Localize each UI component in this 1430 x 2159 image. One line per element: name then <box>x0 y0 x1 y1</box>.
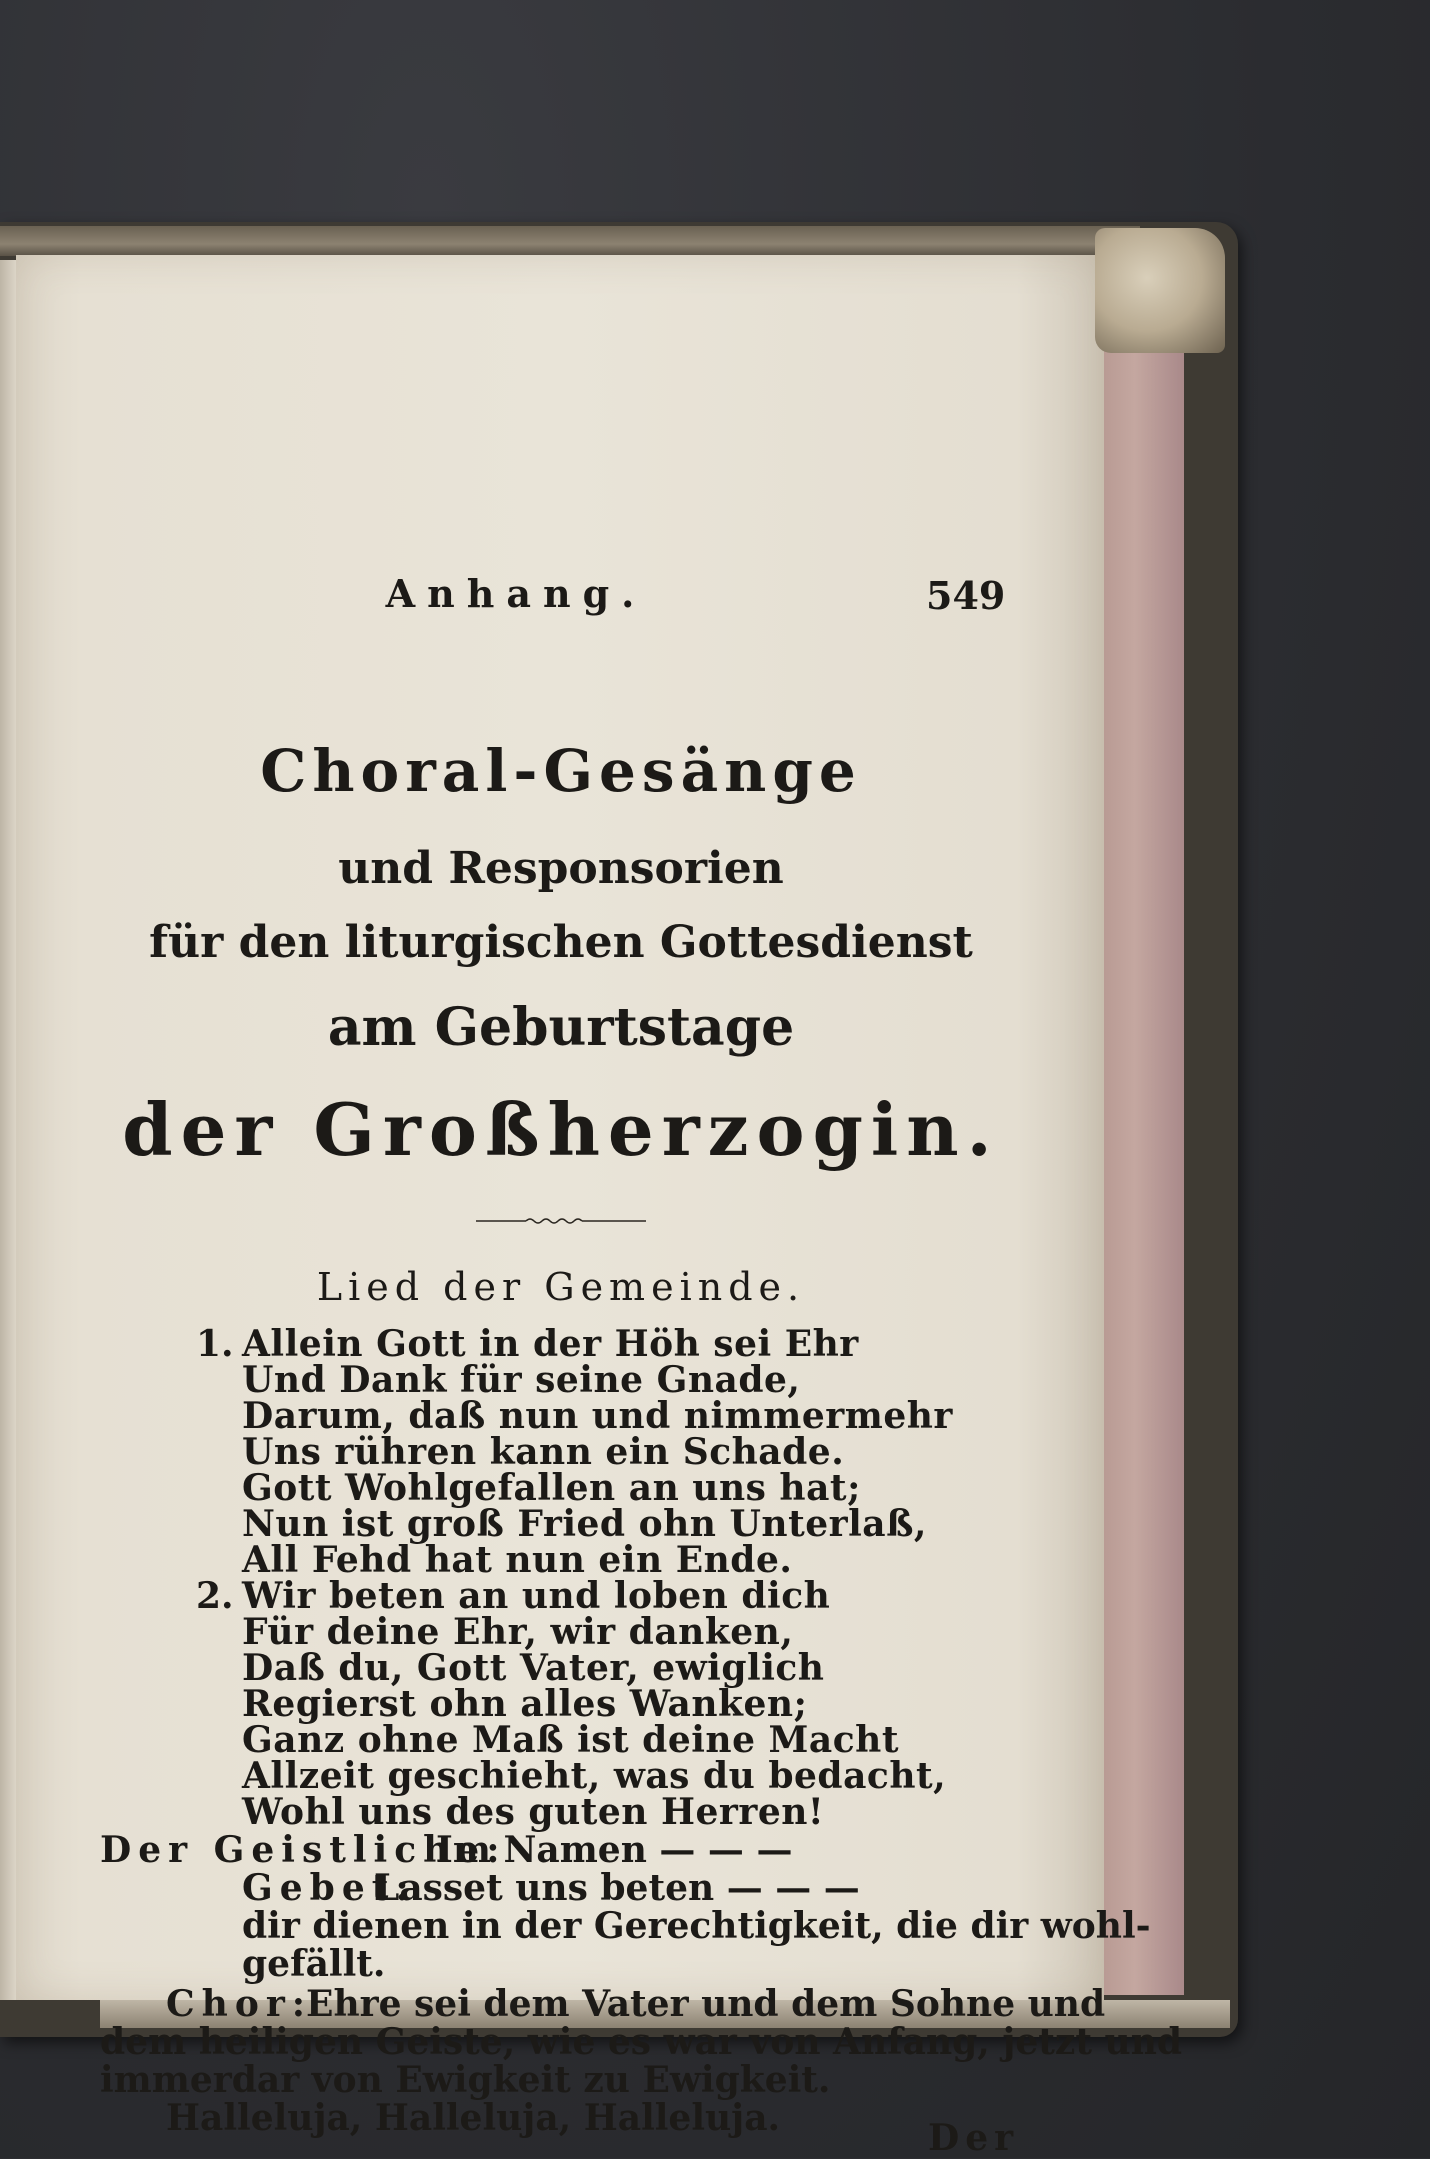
verse-line: Für deine Ehr, wir danken, <box>242 1611 794 1653</box>
chor-text: dem heiligen Geiste, wie es war von Anfang, jetzt und <box>100 2021 1183 2063</box>
verse-line: Regierst ohn alles Wanken; <box>242 1683 808 1725</box>
facing-page-edge <box>0 260 16 2000</box>
title-subtitle-1: und Responsorien <box>338 843 784 894</box>
divider-ornament <box>476 1217 646 1225</box>
geistliche-text: Im Namen — — — <box>436 1829 793 1871</box>
verse-line: Wir beten an und loben dich <box>242 1575 831 1617</box>
halleluja-line: Halleluja, Halleluja, Halleluja. <box>166 2097 781 2139</box>
gebet-continuation: dir dienen in der Gerechtigkeit, die dir wohl- <box>242 1905 1151 1947</box>
song-heading: Lied der Gemeinde. <box>316 1265 806 1309</box>
cover-top-edge <box>0 226 1140 256</box>
verse-line: Daß du, Gott Vater, ewiglich <box>242 1647 825 1689</box>
gebet-text: Lasset uns beten — — — <box>374 1867 860 1909</box>
verse-line: Uns rühren kann ein Schade. <box>242 1431 845 1473</box>
verse-line: Allzeit geschieht, was du bedacht, <box>242 1755 947 1797</box>
gebet-continuation: gefällt. <box>242 1943 386 1985</box>
speaker-geistliche: Der Geistliche: <box>100 1829 507 1871</box>
verse-number: 1. <box>196 1323 234 1365</box>
damaged-corner <box>1095 228 1225 353</box>
verse-line: Wohl uns des guten Herren! <box>242 1791 825 1833</box>
title-large: der Großherzogin. <box>122 1087 1000 1172</box>
verse-line: Ganz ohne Maß ist deine Macht <box>242 1719 899 1761</box>
title-subtitle-3: am Geburtstage <box>327 997 795 1058</box>
verse-line: Gott Wohlgefallen an uns hat; <box>242 1467 861 1509</box>
verse-line: All Fehd hat nun ein Ende. <box>242 1539 793 1581</box>
verse-line: Darum, daß nun und nimmermehr <box>242 1395 953 1437</box>
title-main: Choral-Gesänge <box>260 737 862 805</box>
speaker-gebet: Gebet: <box>242 1867 416 1909</box>
chor-text: Ehre sei dem Vater und dem Sohne und <box>306 1983 1106 2025</box>
catchword: Der <box>928 2117 1020 2159</box>
page-number: 549 <box>926 573 1006 618</box>
book-page <box>16 255 1183 2159</box>
speaker-chor: Chor: <box>166 1983 313 2025</box>
chor-text: immerdar von Ewigkeit zu Ewigkeit. <box>100 2059 831 2101</box>
verse-line: Nun ist groß Fried ohn Unterlaß, <box>242 1503 927 1545</box>
title-subtitle-2: für den liturgischen Gottesdienst <box>149 917 973 968</box>
running-head: Anhang. <box>385 571 647 616</box>
verse-line: Und Dank für seine Gnade, <box>242 1359 801 1401</box>
verse-number: 2. <box>196 1575 234 1617</box>
back-board-edge <box>1100 345 1184 1995</box>
verse-line: Allein Gott in der Höh sei Ehr <box>242 1323 859 1365</box>
